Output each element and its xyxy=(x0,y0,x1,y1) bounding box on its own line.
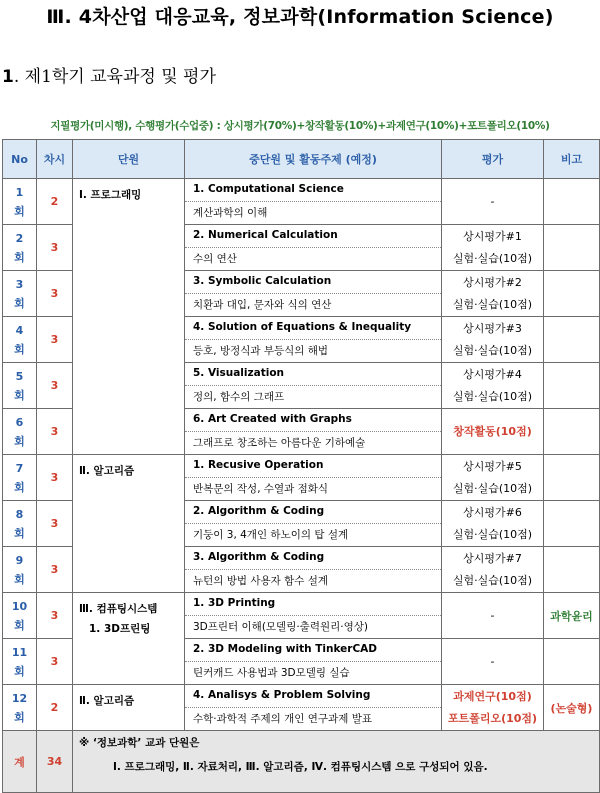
evaluation-secondary: 실험·실습(10점) xyxy=(452,527,533,541)
topic-description: 계산과학의 이해 xyxy=(193,207,268,219)
header-eval: 평가 xyxy=(442,140,544,179)
total-row xyxy=(3,731,600,793)
row-number xyxy=(3,685,37,731)
evaluation-cell xyxy=(442,225,544,271)
row-hours: 3 xyxy=(37,455,73,501)
row-number-suffix: 회 xyxy=(14,480,25,494)
row-number xyxy=(3,271,37,317)
row-number xyxy=(3,225,37,271)
evaluation-secondary: 실험·실습(10점) xyxy=(452,481,533,495)
evaluation-secondary: 실험·실습(10점) xyxy=(452,389,533,403)
row-hours: 3 xyxy=(37,225,73,271)
unit-sublabel: 1. 3D프린팅 xyxy=(89,623,151,635)
row-number-suffix: 회 xyxy=(14,388,25,402)
row-number-suffix: 회 xyxy=(14,526,25,540)
total-note-line2: Ⅰ. 프로그래밍, Ⅱ. 자료처리, Ⅲ. 알고리즘, Ⅳ. 컴퓨팅시스템 으로 구성되어 있음. xyxy=(113,761,488,773)
note-cell: (논술형) xyxy=(544,685,600,731)
evaluation-secondary: 실험·실습(10점) xyxy=(452,573,533,587)
topic-cell xyxy=(185,501,442,547)
header-topic: 중단원 및 활동주제 (예정) xyxy=(185,140,442,179)
evaluation-primary: 창작활동(10점) xyxy=(453,424,532,438)
row-number xyxy=(3,363,37,409)
topic-title: 1. Computational Science xyxy=(185,179,441,202)
topic-cell xyxy=(185,179,442,225)
row-number xyxy=(3,501,37,547)
row-hours: 3 xyxy=(37,363,73,409)
row-number-value: 6 xyxy=(15,415,24,429)
row-number xyxy=(3,547,37,593)
evaluation-primary: 상시평가#3 xyxy=(463,321,522,335)
row-number-value: 9 xyxy=(15,553,24,567)
evaluation-cell xyxy=(442,179,544,225)
row-number-value: 4 xyxy=(15,323,24,337)
note-cell xyxy=(544,317,600,363)
note-cell xyxy=(544,179,600,225)
row-number xyxy=(3,409,37,455)
header-no: No xyxy=(3,140,37,179)
evaluation-primary: 상시평가#4 xyxy=(463,367,522,381)
topic-cell xyxy=(185,455,442,501)
total-note xyxy=(73,731,600,793)
row-number-suffix: 회 xyxy=(14,204,25,218)
evaluation-secondary: 실험·실습(10점) xyxy=(452,297,533,311)
evaluation-primary: 상시평가#6 xyxy=(463,505,522,519)
row-hours: 3 xyxy=(37,501,73,547)
row-number-value: 8 xyxy=(15,507,24,521)
total-hours: 34 xyxy=(37,731,73,793)
row-number-suffix: 회 xyxy=(14,710,25,724)
row-number-value: 11 xyxy=(11,645,28,659)
evaluation-secondary: 포트폴리오(10점) xyxy=(447,711,538,725)
note-cell xyxy=(544,501,600,547)
note-cell: 과학윤리 xyxy=(544,593,600,639)
evaluation-cell xyxy=(442,685,544,731)
curriculum-table xyxy=(2,139,600,793)
row-number-value: 12 xyxy=(11,691,28,705)
unit-label: Ⅲ. 컴퓨팅시스템 xyxy=(79,603,158,615)
topic-description: 정의, 함수의 그래프 xyxy=(193,391,285,403)
note-cell xyxy=(544,455,600,501)
row-number-value: 10 xyxy=(11,599,28,613)
evaluation-primary: 과제연구(10점) xyxy=(453,689,532,703)
row-hours: 3 xyxy=(37,639,73,685)
evaluation-cell xyxy=(442,593,544,639)
row-number-value: 5 xyxy=(15,369,24,383)
evaluation-primary: - xyxy=(490,194,495,208)
row-number xyxy=(3,593,37,639)
topic-description: 3D프린터 이해(모델링·출력원리·영상) xyxy=(193,621,368,633)
section-heading xyxy=(2,62,216,87)
topic-title: 4. Solution of Equations & Inequality xyxy=(185,317,441,340)
unit-label: Ⅱ. 알고리즘 xyxy=(79,465,135,477)
note-cell xyxy=(544,225,600,271)
table-row xyxy=(3,179,600,225)
evaluation-primary: 상시평가#1 xyxy=(463,229,522,243)
total-note-line1: ※ ‘정보과학’ 교과 단원은 xyxy=(79,737,200,749)
topic-title: 4. Analisys & Problem Solving xyxy=(185,685,441,708)
topic-cell xyxy=(185,409,442,455)
section-text: . 제1학기 교육과정 및 평가 xyxy=(13,67,216,87)
evaluation-primary: 상시평가#5 xyxy=(463,459,522,473)
evaluation-cell xyxy=(442,409,544,455)
evaluation-cell xyxy=(442,455,544,501)
topic-description: 기둥이 3, 4개인 하노이의 탑 설계 xyxy=(193,529,349,541)
row-number xyxy=(3,639,37,685)
topic-title: 6. Art Created with Graphs xyxy=(185,409,441,432)
row-hours: 3 xyxy=(37,317,73,363)
topic-title: 2. Numerical Calculation xyxy=(185,225,441,248)
row-number-value: 3 xyxy=(15,277,24,291)
unit-cell xyxy=(73,593,185,685)
unit-label: Ⅱ. 알고리즘 xyxy=(79,695,135,707)
row-number-suffix: 회 xyxy=(14,250,25,264)
row-number-suffix: 회 xyxy=(14,618,25,632)
topic-cell xyxy=(185,639,442,685)
evaluation-primary: - xyxy=(490,654,495,668)
evaluation-cell xyxy=(442,501,544,547)
topic-description: 그래프로 창조하는 아름다운 기하예술 xyxy=(193,437,366,449)
topic-title: 1. 3D Printing xyxy=(185,593,441,616)
row-number-suffix: 회 xyxy=(14,572,25,586)
topic-cell xyxy=(185,685,442,731)
evaluation-cell xyxy=(442,363,544,409)
evaluation-primary: - xyxy=(490,608,495,622)
topic-title: 2. 3D Modeling with TinkerCAD xyxy=(185,639,441,662)
note-cell xyxy=(544,547,600,593)
row-number-suffix: 회 xyxy=(14,434,25,448)
topic-title: 1. Recusive Operation xyxy=(185,455,441,478)
row-number-suffix: 회 xyxy=(14,296,25,310)
topic-cell xyxy=(185,363,442,409)
topic-title: 5. Visualization xyxy=(185,363,441,386)
table-header-row xyxy=(3,140,600,179)
evaluation-cell xyxy=(442,547,544,593)
note-cell xyxy=(544,363,600,409)
unit-label: Ⅰ. 프로그래밍 xyxy=(79,189,142,201)
note-cell xyxy=(544,271,600,317)
header-unit: 단원 xyxy=(73,140,185,179)
topic-title: 3. Symbolic Calculation xyxy=(185,271,441,294)
table-row xyxy=(3,593,600,639)
row-number-value: 2 xyxy=(15,231,24,245)
evaluation-cell xyxy=(442,639,544,685)
evaluation-secondary: 실험·실습(10점) xyxy=(452,343,533,357)
note-cell xyxy=(544,409,600,455)
header-note: 비고 xyxy=(544,140,600,179)
row-hours: 2 xyxy=(37,685,73,731)
topic-description: 수의 연산 xyxy=(193,253,237,265)
evaluation-note: 지필평가(미시행), 수행평가(수업중) : 상시평가(70%)+창작활동(10%)+과제연구(10%)+포트폴리오(10%) xyxy=(50,120,550,132)
evaluation-primary: 상시평가#2 xyxy=(463,275,522,289)
topic-cell xyxy=(185,225,442,271)
row-number xyxy=(3,455,37,501)
note-cell xyxy=(544,639,600,685)
topic-title: 3. Algorithm & Coding xyxy=(185,547,441,570)
evaluation-cell xyxy=(442,317,544,363)
topic-description: 수학·과학적 주제의 개인 연구과제 발표 xyxy=(193,713,372,725)
topic-cell xyxy=(185,593,442,639)
row-number-value: 1 xyxy=(15,185,24,199)
unit-cell xyxy=(73,455,185,593)
row-number-value: 7 xyxy=(15,461,24,475)
row-number xyxy=(3,179,37,225)
unit-cell xyxy=(73,179,185,455)
evaluation-secondary: 실험·실습(10점) xyxy=(452,251,533,265)
section-number: 1 xyxy=(2,67,14,87)
topic-description: 틴커캐드 사용법과 3D모델링 실습 xyxy=(193,667,350,679)
row-hours: 3 xyxy=(37,593,73,639)
row-hours: 2 xyxy=(37,179,73,225)
table-row xyxy=(3,685,600,731)
topic-cell xyxy=(185,547,442,593)
topic-description: 뉴턴의 방법 사용자 함수 설계 xyxy=(193,575,329,587)
topic-description: 등호, 방정식과 부등식의 해법 xyxy=(193,345,329,357)
row-number-suffix: 회 xyxy=(14,664,25,678)
row-hours: 3 xyxy=(37,271,73,317)
topic-title: 2. Algorithm & Coding xyxy=(185,501,441,524)
row-number-suffix: 회 xyxy=(14,342,25,356)
topic-cell xyxy=(185,317,442,363)
topic-description: 반복문의 작성, 수열과 점화식 xyxy=(193,483,329,495)
topic-cell xyxy=(185,271,442,317)
unit-cell xyxy=(73,685,185,731)
row-number xyxy=(3,317,37,363)
table-row xyxy=(3,455,600,501)
evaluation-cell xyxy=(442,271,544,317)
header-hours: 차시 xyxy=(37,140,73,179)
topic-description: 치환과 대입, 문자와 식의 연산 xyxy=(193,299,332,311)
page-title: Ⅲ. 4차산업 대응교육, 정보과학(Information Science) xyxy=(46,6,554,28)
row-hours: 3 xyxy=(37,547,73,593)
total-label: 계 xyxy=(3,731,37,793)
table-body xyxy=(3,179,600,793)
evaluation-primary: 상시평가#7 xyxy=(463,551,522,565)
row-hours: 3 xyxy=(37,409,73,455)
